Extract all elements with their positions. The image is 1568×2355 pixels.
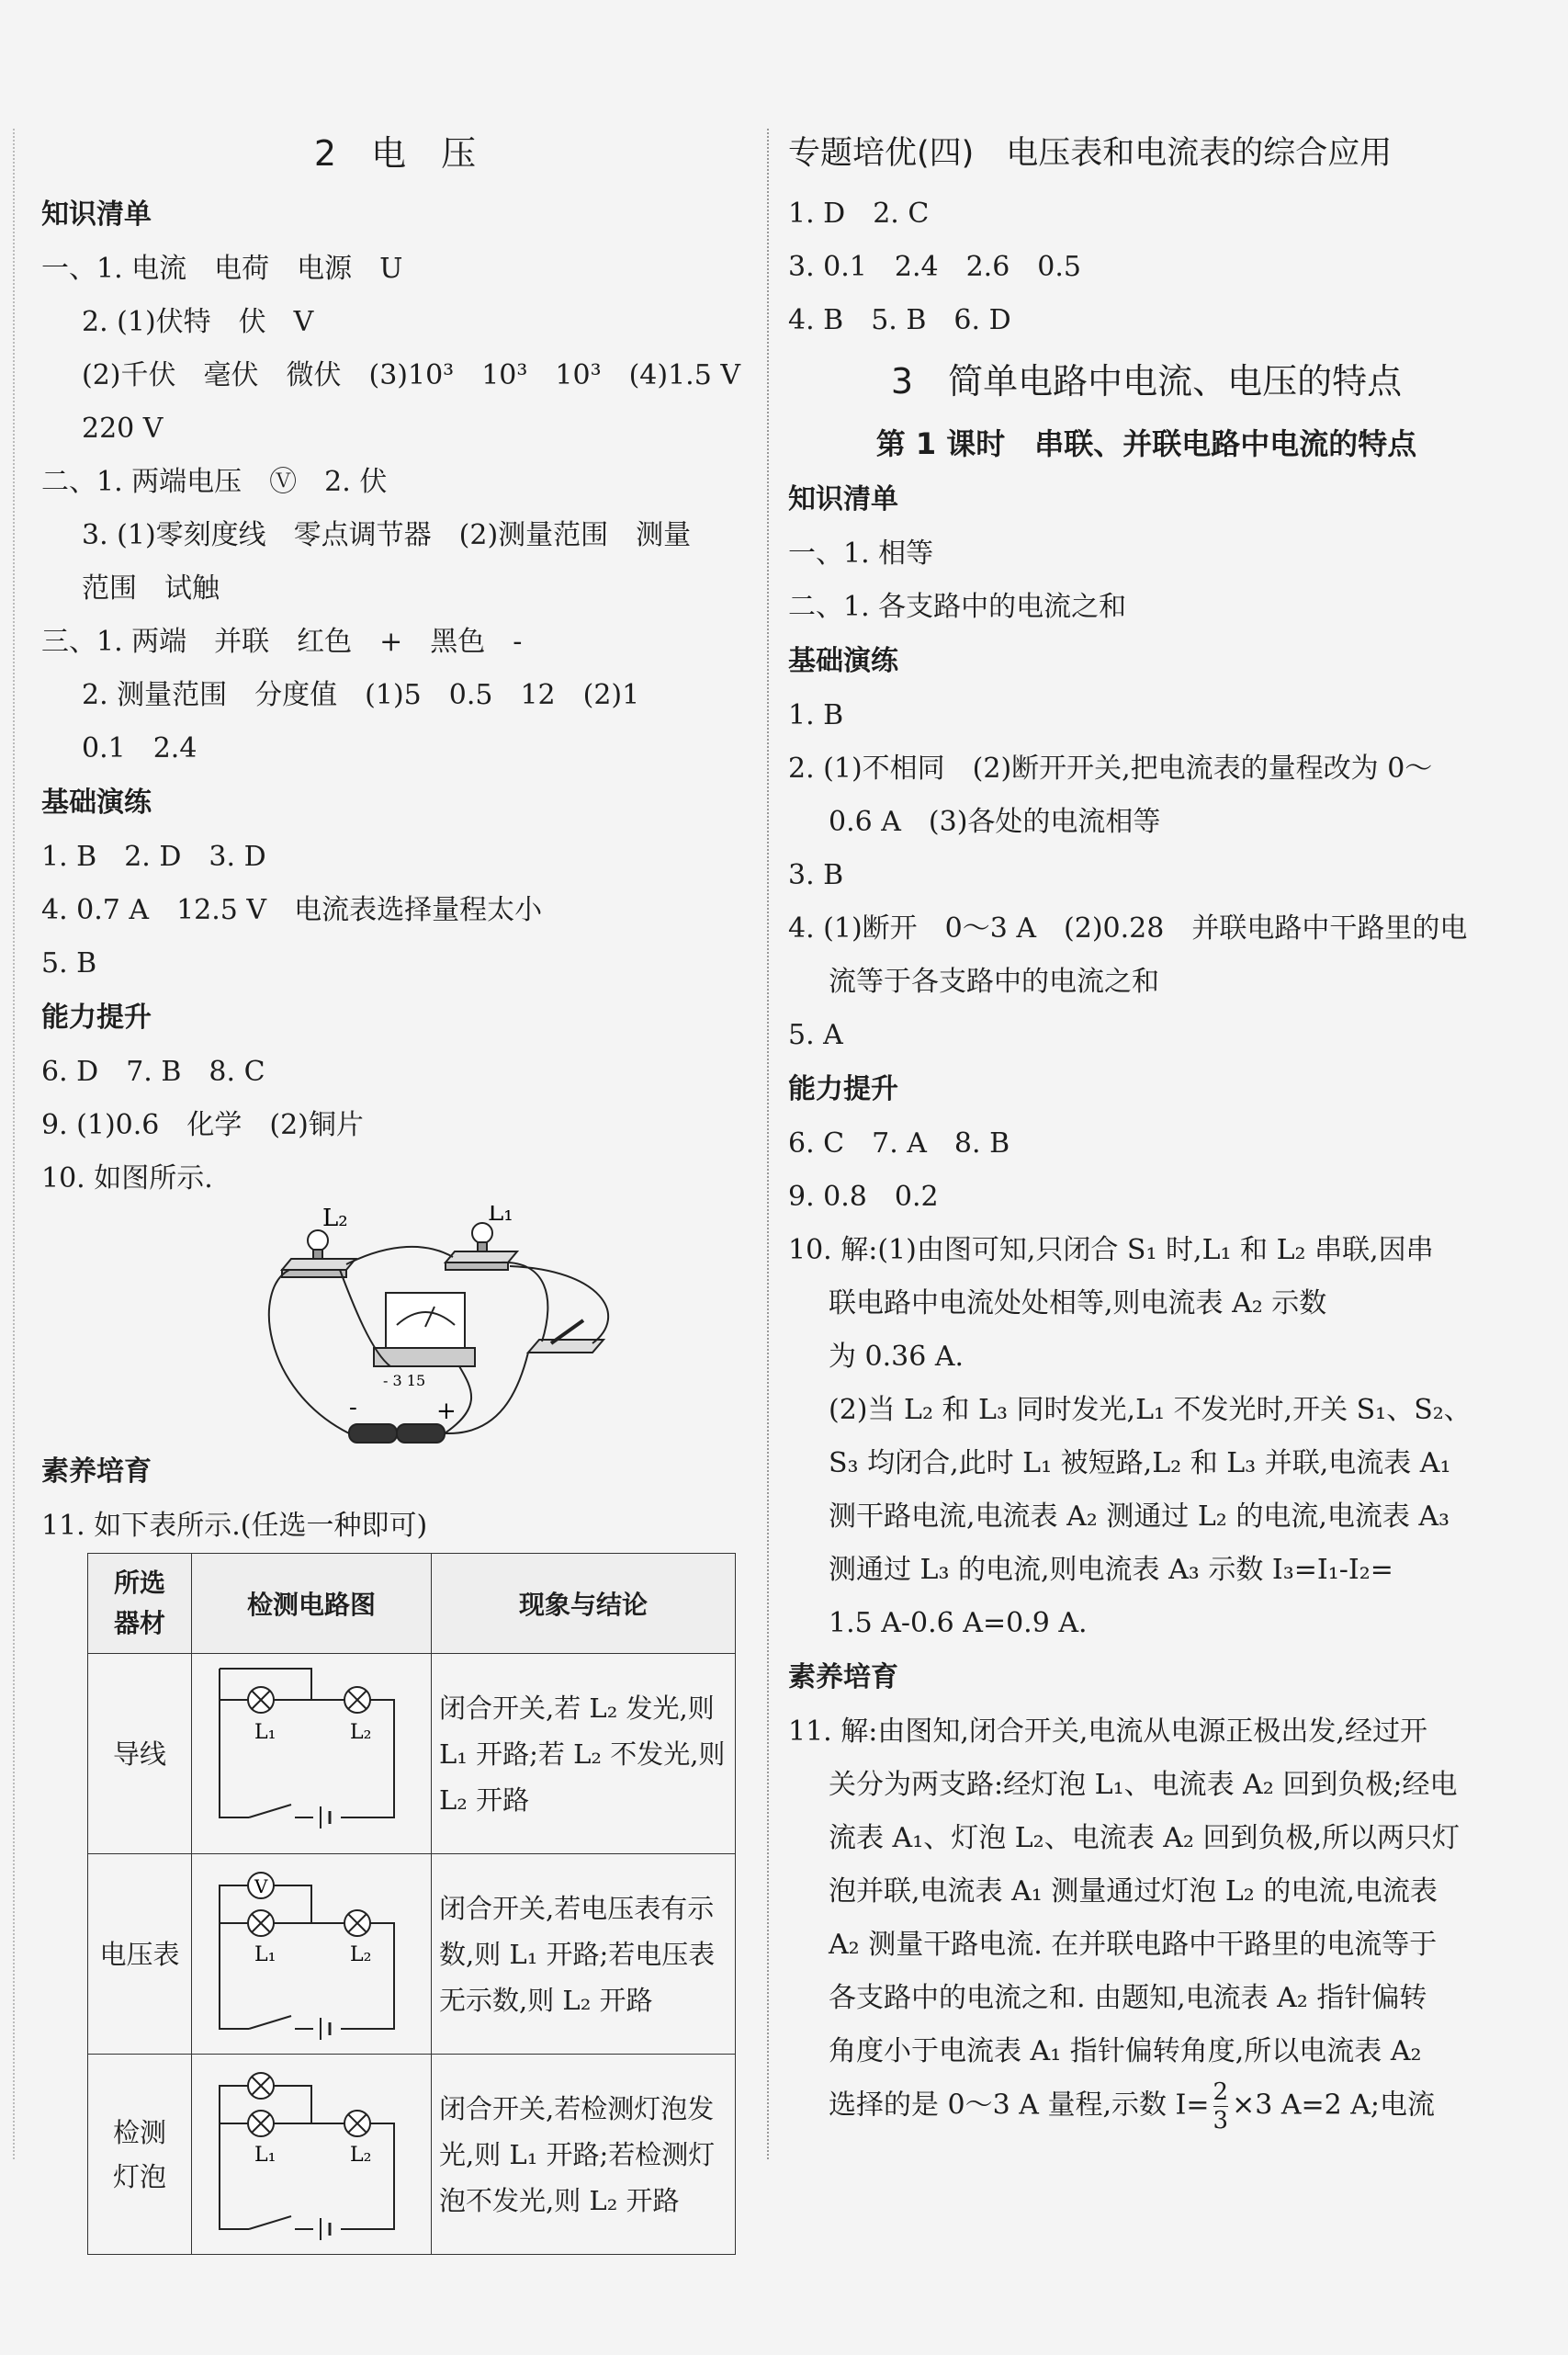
answer-line: 关分为两支路:经灯泡 L₁、电流表 A₂ 回到负极;经电 — [829, 1769, 1458, 1801]
fraction — [1213, 2078, 1229, 2134]
answer-line: (2)当 L₂ 和 L₃ 同时发光,L₁ 不发光时,开关 S₁、S₂、 — [829, 1394, 1472, 1426]
table-row — [88, 1854, 736, 2055]
right-column — [788, 119, 1505, 2134]
answer-line: 9. 0.8 0.2 — [788, 1181, 939, 1213]
answer-line: 联电路中电流处处相等,则电流表 A₂ 示数 — [829, 1287, 1327, 1319]
section-heading: 能力提升 — [41, 1002, 152, 1034]
answer-line: 泡并联,电流表 A₁ 测量通过灯泡 L₂ 的电流,电流表 — [829, 1875, 1438, 1908]
answer-table — [87, 1553, 736, 2255]
figure-minus: - — [349, 1394, 357, 1421]
table-header-diagram: 检测电路图 — [192, 1554, 432, 1654]
section-heading: 素养培育 — [788, 1661, 898, 1693]
diagram-cell — [192, 2055, 432, 2255]
section-title: 3 简单电路中电流、电压的特点 — [890, 361, 1403, 402]
answer-line: 4. B 5. B 6. D — [788, 304, 1011, 336]
figure-plus: + — [436, 1398, 457, 1425]
left-column — [41, 119, 749, 2255]
result-cell: 闭合开关,若检测灯泡发光,则 L₁ 开路;若检测灯泡不发光,则 L₂ 开路 — [432, 2055, 736, 2255]
answer-line: 5. A — [788, 1019, 843, 1051]
answer-line: 3. 0.1 2.4 2.6 0.5 — [788, 251, 1081, 283]
answer-line-fraction — [788, 2078, 1505, 2134]
section-title: 专题培优(四) 电压表和电流表的综合应用 — [788, 135, 1393, 172]
answer-line: 6. C 7. A 8. B — [788, 1127, 1010, 1160]
table-row — [88, 1654, 736, 1854]
answer-line: A₂ 测量干路电流. 在并联电路中干路里的电流等于 — [829, 1929, 1438, 1961]
section-heading: 能力提升 — [788, 1073, 898, 1105]
diagram-label-v: V — [254, 1875, 268, 1897]
fraction-denominator: 3 — [1213, 2107, 1229, 2134]
diagram-cell — [192, 1854, 432, 2055]
circuit-figure — [41, 1206, 749, 1444]
figure-label-l2: L₂ — [322, 1206, 348, 1232]
section-heading: 知识清单 — [788, 483, 898, 515]
circuit-voltmeter-diagram — [192, 1854, 431, 2047]
fraction-pre: 选择的是 0～3 A 量程,示数 I= — [829, 2089, 1210, 2122]
material-cell: 电压表 — [88, 1854, 192, 2055]
answer-line: 测干路电流,电流表 A₂ 测通过 L₂ 的电流,电流表 A₃ — [829, 1500, 1450, 1533]
circuit-drawing — [41, 1206, 749, 1444]
figure-scale: - 3 15 — [383, 1372, 426, 1389]
answer-line: 流表 A₁、灯泡 L₂、电流表 A₂ 回到负极,所以两只灯 — [829, 1822, 1461, 1854]
answer-line: 角度小于电流表 A₁ 指针偏转角度,所以电流表 A₂ — [829, 2035, 1422, 2067]
answer-line: 11. 解:由图知,闭合开关,电流从电源正极出发,经过开 — [788, 1715, 1427, 1748]
table-row — [88, 2055, 736, 2255]
answer-line: 二、1. 两端电压 Ⓥ 2. 伏 — [41, 466, 388, 498]
answer-line: 10. 如图所示. — [41, 1162, 213, 1194]
material-cell: 导线 — [88, 1654, 192, 1854]
answer-line: 2. (1)不相同 (2)断开开关,把电流表的量程改为 0～ — [788, 753, 1433, 785]
answer-line: 一、1. 相等 — [788, 538, 934, 570]
column-divider — [767, 129, 769, 2159]
answer-line: 3. (1)零刻度线 零点调节器 (2)测量范围 测量 — [82, 519, 692, 551]
answer-line: 1. B — [788, 699, 844, 731]
answer-line: 2. 测量范围 分度值 (1)5 0.5 12 (2)1 — [82, 679, 640, 711]
answer-line: 220 V — [82, 413, 164, 445]
answer-line: 6. D 7. B 8. C — [41, 1056, 265, 1088]
diagram-cell — [192, 1654, 432, 1854]
diagram-label-l1: L₁ — [254, 2144, 276, 2167]
answer-line: 为 0.36 A. — [829, 1341, 964, 1373]
left-lines — [41, 187, 749, 1206]
diagram-label-l1: L₁ — [254, 1943, 276, 1966]
left-lines-2 — [41, 1444, 749, 1553]
answer-line: 4. 0.7 A 12.5 V 电流表选择量程太小 — [41, 894, 543, 926]
diagram-label-l1: L₁ — [254, 1721, 276, 1744]
circuit-wire-diagram — [192, 1654, 431, 1847]
answer-line: 5. B — [41, 947, 97, 979]
result-cell: 闭合开关,若电压表有示数,则 L₁ 开路;若电压表无示数,则 L₂ 开路 — [432, 1854, 736, 2055]
answer-line: 范围 试触 — [82, 572, 220, 605]
fraction-post: ×3 A=2 A;电流 — [1232, 2089, 1436, 2122]
answer-line: 流等于各支路中的电流之和 — [829, 966, 1159, 998]
diagram-label-l2: L₂ — [350, 2144, 372, 2167]
section-title: 2 电 压 — [313, 133, 477, 174]
table-header-material: 所选 器材 — [88, 1554, 192, 1654]
figure-label-l1: L₁ — [488, 1206, 513, 1227]
material-cell: 检测 灯泡 — [88, 2055, 192, 2255]
answer-line: 测通过 L₃ 的电流,则电流表 A₃ 示数 I₃=I₁-I₂= — [829, 1554, 1393, 1586]
answer-line: S₃ 均闭合,此时 L₁ 被短路,L₂ 和 L₃ 并联,电流表 A₁ — [829, 1447, 1451, 1479]
answer-line: 三、1. 两端 并联 红色 + 黑色 - — [41, 626, 523, 658]
answer-line: 一、1. 电流 电荷 电源 U — [41, 253, 403, 285]
left-margin-dots — [13, 129, 15, 2159]
answer-line: 0.1 2.4 — [82, 732, 197, 764]
fraction-numerator: 2 — [1213, 2078, 1229, 2106]
answer-line: 1. D 2. C — [788, 198, 930, 230]
answer-line: 1. B 2. D 3. D — [41, 841, 266, 873]
right-lines — [788, 187, 1505, 2078]
circuit-lamp-diagram — [192, 2055, 431, 2247]
section-heading: 基础演练 — [788, 645, 898, 677]
answer-line: 3. B — [788, 859, 844, 891]
section-heading: 知识清单 — [41, 198, 152, 231]
answer-line: 10. 解:(1)由图可知,只闭合 S₁ 时,L₁ 和 L₂ 串联,因串 — [788, 1234, 1434, 1266]
section-heading: 基础演练 — [41, 787, 152, 819]
diagram-label-l2: L₂ — [350, 1943, 372, 1966]
table-header-result: 现象与结论 — [432, 1554, 736, 1654]
answer-line: 11. 如下表所示.(任选一种即可) — [41, 1510, 428, 1542]
diagram-label-l2: L₂ — [350, 1721, 372, 1744]
answer-line: 1.5 A-0.6 A=0.9 A. — [829, 1607, 1088, 1639]
answer-line: 4. (1)断开 0～3 A (2)0.28 并联电路中干路里的电 — [788, 912, 1468, 945]
result-cell: 闭合开关,若 L₂ 发光,则 L₁ 开路;若 L₂ 不发光,则 L₂ 开路 — [432, 1654, 736, 1854]
answer-line: 二、1. 各支路中的电流之和 — [788, 591, 1127, 623]
section-heading: 素养培育 — [41, 1455, 152, 1488]
answer-line: 各支路中的电流之和. 由题知,电流表 A₂ 指针偏转 — [829, 1982, 1427, 2014]
answer-line: 2. (1)伏特 伏 V — [82, 306, 314, 338]
answer-line: 0.6 A (3)各处的电流相等 — [829, 806, 1161, 838]
section-title: 第 1 课时 串联、并联电路中电流的特点 — [875, 426, 1417, 461]
answer-line: (2)千伏 毫伏 微伏 (3)10³ 10³ 10³ (4)1.5 V — [82, 359, 740, 391]
answer-line: 9. (1)0.6 化学 (2)铜片 — [41, 1109, 364, 1141]
